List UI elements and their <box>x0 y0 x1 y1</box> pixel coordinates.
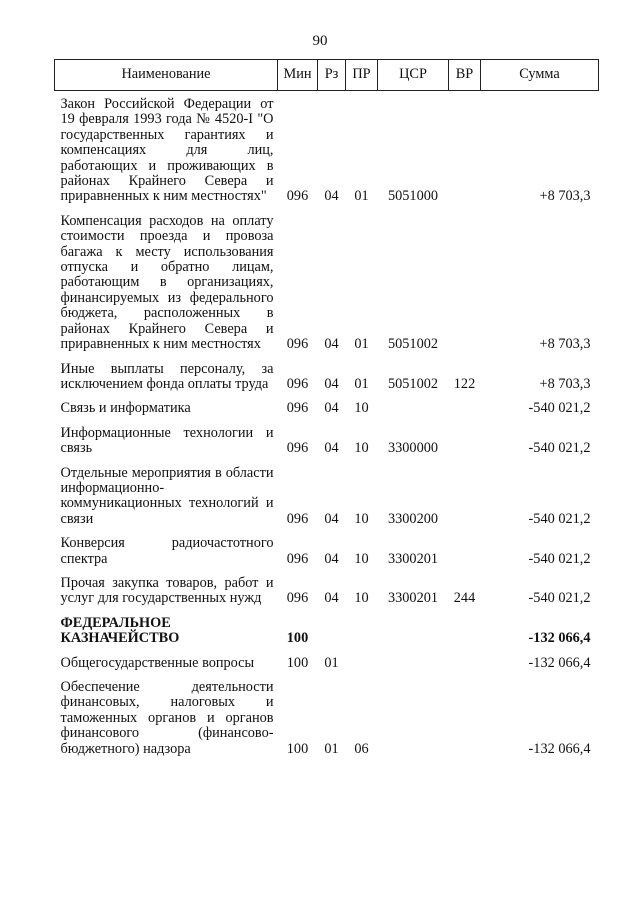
cell-rz: 04 <box>324 400 339 417</box>
cell-min: 096 <box>286 336 309 353</box>
cell-csr: 3300201 <box>387 550 439 567</box>
cell-name: Связь и информатика <box>60 400 191 417</box>
table-row <box>55 466 599 531</box>
cell-rz: 04 <box>324 590 339 607</box>
cell-vr: 122 <box>453 375 476 392</box>
cell-name: Конверсия радиочастотного спектра <box>60 535 274 567</box>
budget-table <box>54 59 599 760</box>
cell-csr: 5051000 <box>387 188 439 205</box>
cell-min: 096 <box>286 188 309 205</box>
cell-csr: 3300201 <box>387 590 439 607</box>
cell-rz: 04 <box>324 336 339 353</box>
cell-min: 096 <box>286 375 309 392</box>
cell-rz: 04 <box>324 440 339 457</box>
cell-vr <box>449 536 481 570</box>
cell-pr: 01 <box>354 375 369 392</box>
cell-name: Иные выплаты персоналу, за исключением фонда оплаты труда <box>60 360 274 392</box>
cell-sum: -540 021,2 <box>528 590 591 607</box>
cell-pr: 10 <box>354 510 369 527</box>
cell-pr <box>346 616 378 650</box>
cell-csr: 5051002 <box>387 375 439 392</box>
cell-vr <box>449 466 481 531</box>
table-row <box>55 214 599 356</box>
table-row <box>55 536 599 570</box>
cell-pr: 10 <box>354 400 369 417</box>
table-row <box>55 97 599 208</box>
cell-vr <box>449 426 481 460</box>
cell-name: Прочая закупка товаров, работ и услуг для государственных нужд <box>60 574 274 607</box>
cell-sum: -540 021,2 <box>528 400 591 417</box>
cell-sum: +8 703,3 <box>539 375 591 392</box>
cell-pr: 10 <box>354 590 369 607</box>
cell-vr <box>449 616 481 650</box>
cell-pr: 10 <box>354 440 369 457</box>
header-min: Мин <box>278 60 318 91</box>
table-row <box>55 656 599 674</box>
cell-name: Отдельные мероприятия в области информационно-коммуникационных технологий и связи <box>60 464 274 527</box>
header-sum: Сумма <box>481 60 599 91</box>
cell-vr <box>449 214 481 356</box>
cell-vr <box>449 97 481 208</box>
table-row <box>55 680 599 760</box>
cell-min: 096 <box>286 400 309 417</box>
cell-rz: 04 <box>324 510 339 527</box>
header-vr: ВР <box>449 60 481 91</box>
cell-sum: -540 021,2 <box>528 550 591 567</box>
cell-sum: +8 703,3 <box>539 336 591 353</box>
cell-rz: 04 <box>324 188 339 205</box>
table-row <box>55 401 599 419</box>
cell-min: 096 <box>286 440 309 457</box>
cell-name: Информационные технологии и связь <box>60 424 274 457</box>
cell-csr: 5051002 <box>387 336 439 353</box>
cell-sum: -132 066,4 <box>528 740 591 757</box>
cell-name: ФЕДЕРАЛЬНОЕ КАЗНАЧЕЙСТВО <box>60 614 180 647</box>
cell-vr <box>449 656 481 674</box>
cell-csr <box>378 401 449 419</box>
cell-csr: 3300000 <box>387 440 439 457</box>
table-row <box>55 616 599 650</box>
cell-min: 100 <box>286 654 309 671</box>
cell-rz <box>318 616 346 650</box>
cell-rz: 04 <box>324 550 339 567</box>
cell-min: 096 <box>286 510 309 527</box>
cell-sum: +8 703,3 <box>539 188 591 205</box>
table-row <box>55 576 599 610</box>
cell-sum: -540 021,2 <box>528 440 591 457</box>
cell-pr <box>346 656 378 674</box>
table-row <box>55 426 599 460</box>
cell-pr: 01 <box>354 336 369 353</box>
cell-name: Закон Российской Федерации от 19 февраля 1993 года № 4520-I "О государственных гарантиях и компенсациях для лиц, работающих и проживающих в районах Крайнего Севера и приравненных к ним местностях" <box>60 96 274 205</box>
header-pr: ПР <box>346 60 378 91</box>
cell-pr: 06 <box>354 740 369 757</box>
cell-rz: 01 <box>324 654 339 671</box>
cell-rz: 01 <box>324 740 339 757</box>
cell-vr: 244 <box>453 590 476 607</box>
cell-pr: 10 <box>354 550 369 567</box>
cell-csr <box>378 680 449 760</box>
cell-csr <box>378 656 449 674</box>
header-csr: ЦСР <box>378 60 449 91</box>
cell-name: Обеспечение деятельности финансовых, налоговых и таможенных органов и органов финансового (финансово-бюджетного) надзора <box>60 679 274 757</box>
cell-csr <box>378 616 449 650</box>
cell-sum: -540 021,2 <box>528 510 591 527</box>
cell-rz: 04 <box>324 375 339 392</box>
page-number: 90 <box>312 33 328 49</box>
table-body <box>55 91 599 761</box>
cell-vr <box>449 401 481 419</box>
cell-min: 096 <box>286 550 309 567</box>
table-header-row <box>55 60 599 91</box>
table-row <box>55 362 599 396</box>
cell-sum: -132 066,4 <box>528 630 591 647</box>
cell-pr: 01 <box>354 188 369 205</box>
cell-min: 096 <box>286 590 309 607</box>
cell-sum: -132 066,4 <box>528 654 591 671</box>
header-name: Наименование <box>55 60 278 91</box>
header-rz: Рз <box>318 60 346 91</box>
cell-csr: 3300200 <box>387 510 439 527</box>
cell-min: 100 <box>286 740 309 757</box>
cell-min: 100 <box>286 630 309 647</box>
cell-vr <box>449 680 481 760</box>
cell-name: Компенсация расходов на оплату стоимости проезда и провоза багажа к месту использования отпуска и обратно лицам, работающим в организациях, финансируемых из федерального бюджета, расположенных в районах Крайнего Севера и приравненных к ним местностях <box>60 212 274 353</box>
cell-name: Общегосударственные вопросы <box>60 654 255 671</box>
